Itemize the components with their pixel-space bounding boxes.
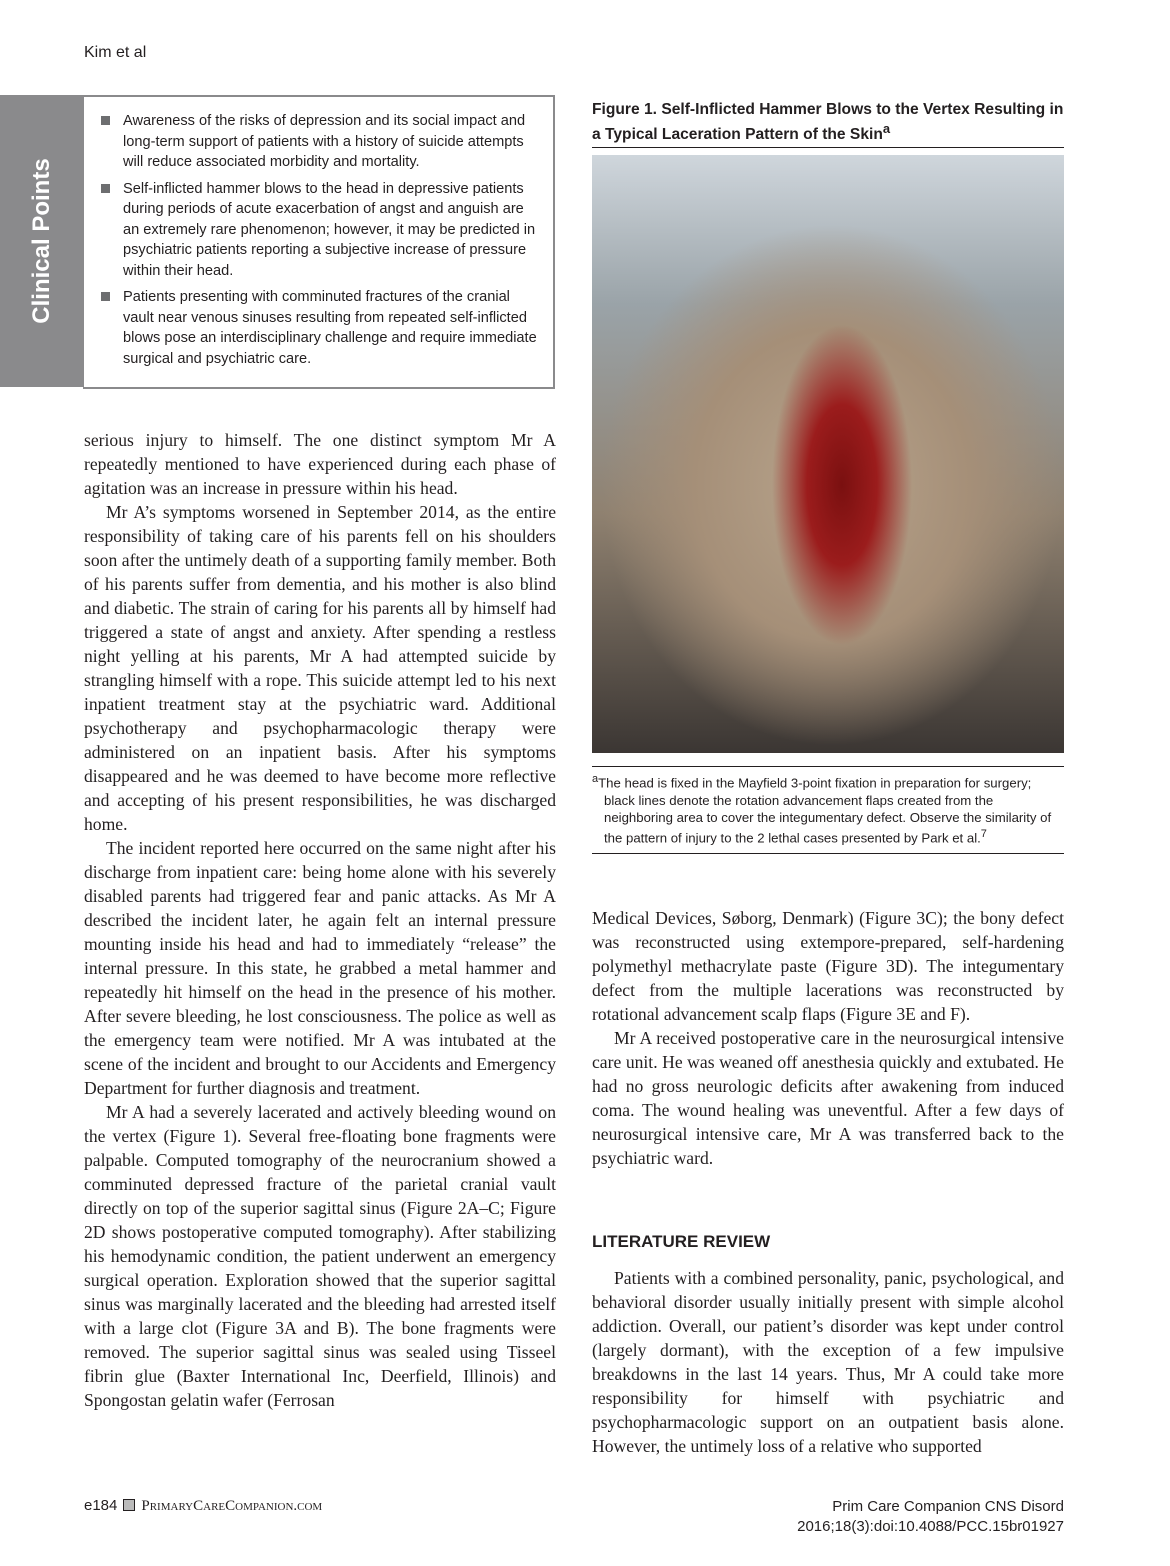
square-icon <box>123 1499 135 1511</box>
clinical-points-label: Clinical Points <box>28 158 55 324</box>
literature-review <box>592 1266 1064 1458</box>
clinical-point-text: Awareness of the risks of depression and its social impact and long-term support of patients with a history of suicide attempts will reduce associated morbidity and mortality. <box>123 113 526 170</box>
paragraph: Mr A received postoperative care in the neurosurgical intensive care unit. He was weaned off anesthesia quickly and extubated. He had no gross neurologic deficits after awakening from induced coma. The wound healing was uneventful. After a few days of neurosurgical intensive care, Mr A was transferred back to the psychiatric ward. <box>592 1028 1064 1168</box>
paragraph: serious injury to himself. The one distinct symptom Mr A repeatedly mentioned to have experienced during each phase of agitation was an increase in pressure within his head. <box>84 430 556 498</box>
figure-title-sup: a <box>882 121 891 136</box>
citation: 2016;18(3):doi:10.4088/PCC.15br01927 <box>797 1518 1064 1535</box>
left-column <box>84 428 556 1412</box>
clinical-points-tab <box>0 95 84 387</box>
square-bullet-icon <box>101 116 110 125</box>
caption-ref: 7 <box>980 828 987 840</box>
site-link[interactable]: PrimaryCareCompanion.com <box>141 1498 323 1514</box>
paragraph: The incident reported here occurred on the same night after his discharge from inpatient care: being home alone with his severely disabled parents had triggered fear and panic attacks. As Mr A described the incident later, he again felt an internal pressure mounting inside his head and had to immediately “release” the internal pressure. In this state, he grabbed a metal hammer and repeatedly hit himself on the head in the presence of his mother. After severe bleeding, he lost consciousness. The police as well as the emergency team were notified. Mr A was intubated at the scene of the incident and brought to our Accidents and Emergency Department for further diagnosis and treatment. <box>84 838 556 1098</box>
clinical-points-box <box>83 95 555 389</box>
clinical-point <box>123 179 539 282</box>
clinical-point-text: Patients presenting with comminuted fractures of the cranial vault near venous sinuses resulting from repeated self-inflicted blows pose an interdisciplinary challenge and require immediate surgical and psychiatric care. <box>123 289 537 367</box>
footer-left <box>84 1497 322 1515</box>
page-number: e184 <box>84 1497 118 1514</box>
figure-caption <box>592 766 1064 854</box>
journal-name: Prim Care Companion CNS Disord <box>832 1498 1064 1515</box>
section-heading: LITERATURE REVIEW <box>592 1232 771 1251</box>
right-column <box>592 906 1064 1170</box>
paragraph: Mr A’s symptoms worsened in September 2014, as the entire responsibility of taking care of his parents fell on his shoulders soon after the untimely death of a supporting family member. Both of his parents suffer from dementia, and his mother is also blind and diabetic. The strain of caring for his parents all by himself had triggered a state of angst and anxiety. After spending a restless night yelling at his parents, Mr A had attempted suicide by strangling himself with a rope. This suicide attempt led to his next inpatient treatment stay at the psychiatric ward. Additional psychotherapy and psychopharmacologic therapy were administered on an inpatient basis. After his symptoms disappeared and he was deemed to have become more reflective and accepting of his present responsibilities, he was discharged home. <box>84 502 556 834</box>
figure-photo <box>592 155 1064 753</box>
figure-title-text: Figure 1. Self-Inflicted Hammer Blows to the Vertex Resulting in a Typical Laceration Pattern of the Skin <box>592 101 1064 144</box>
figure-title <box>592 100 1064 148</box>
paragraph: Patients with a combined personality, panic, psychological, and behavioral disorder usually initially present with simple alcohol addiction. Overall, our patient’s disorder was kept under control (largely dormant), with the exception of a few impulsive breakdowns in the last 14 years. Thus, Mr A could take more responsibility for himself with psychiatric and psychopharmacologic support on an outpatient basis alone. However, the untimely loss of a relative who supported <box>592 1268 1064 1456</box>
clinical-point <box>123 287 539 369</box>
caption-text: The head is fixed in the Mayfield 3-point fixation in preparation for surgery; black lines denote the rotation advancement flaps created from the neighboring area to cover the integumentary defect. Observe the similarity of the pattern of injury to the 2 lethal cases presented by Park et al. <box>598 775 1052 846</box>
clinical-point-text: Self-inflicted hammer blows to the head in depressive patients during periods of acute exacerbation of angst and anguish are an extremely rare phenomenon; however, it may be predicted in psychiatric patients reporting a subjective increase of pressure within their head. <box>123 180 536 279</box>
caption-sup: a <box>592 773 599 785</box>
square-bullet-icon <box>101 292 110 301</box>
running-head: Kim et al <box>84 44 147 61</box>
paragraph: Mr A had a severely lacerated and actively bleeding wound on the vertex (Figure 1). Several free-floating bone fragments were palpable. Computed tomography of the neurocranium showed a comminuted depressed fracture of the parietal cranial vault directly on top of the superior sagittal sinus (Figure 2A–C; Figure 2D shows postoperative computed tomography). After stabilizing his hemodynamic condition, the patient underwent an emergency surgical operation. Exploration showed that the superior sagittal sinus was marginally lacerated and the bleeding had arrested itself with a large clot (Figure 3A and B). The bone fragments were removed. The superior sagittal sinus was sealed using Tisseel fibrin glue (Baxter International Inc, Deerfield, Illinois) and Spongostan gelatin wafer (Ferrosan <box>84 1102 556 1410</box>
paragraph: Medical Devices, Søborg, Denmark) (Figure 3C); the bony defect was reconstructed using extempore-prepared, self-hardening polymethyl methacrylate paste (Figure 3D). The integumentary defect from the multiple lacerations was reconstructed by rotational advancement scalp flaps (Figure 3E and F). <box>592 908 1064 1024</box>
clinical-point <box>123 111 539 173</box>
square-bullet-icon <box>101 184 110 193</box>
footer-right <box>797 1497 1064 1537</box>
